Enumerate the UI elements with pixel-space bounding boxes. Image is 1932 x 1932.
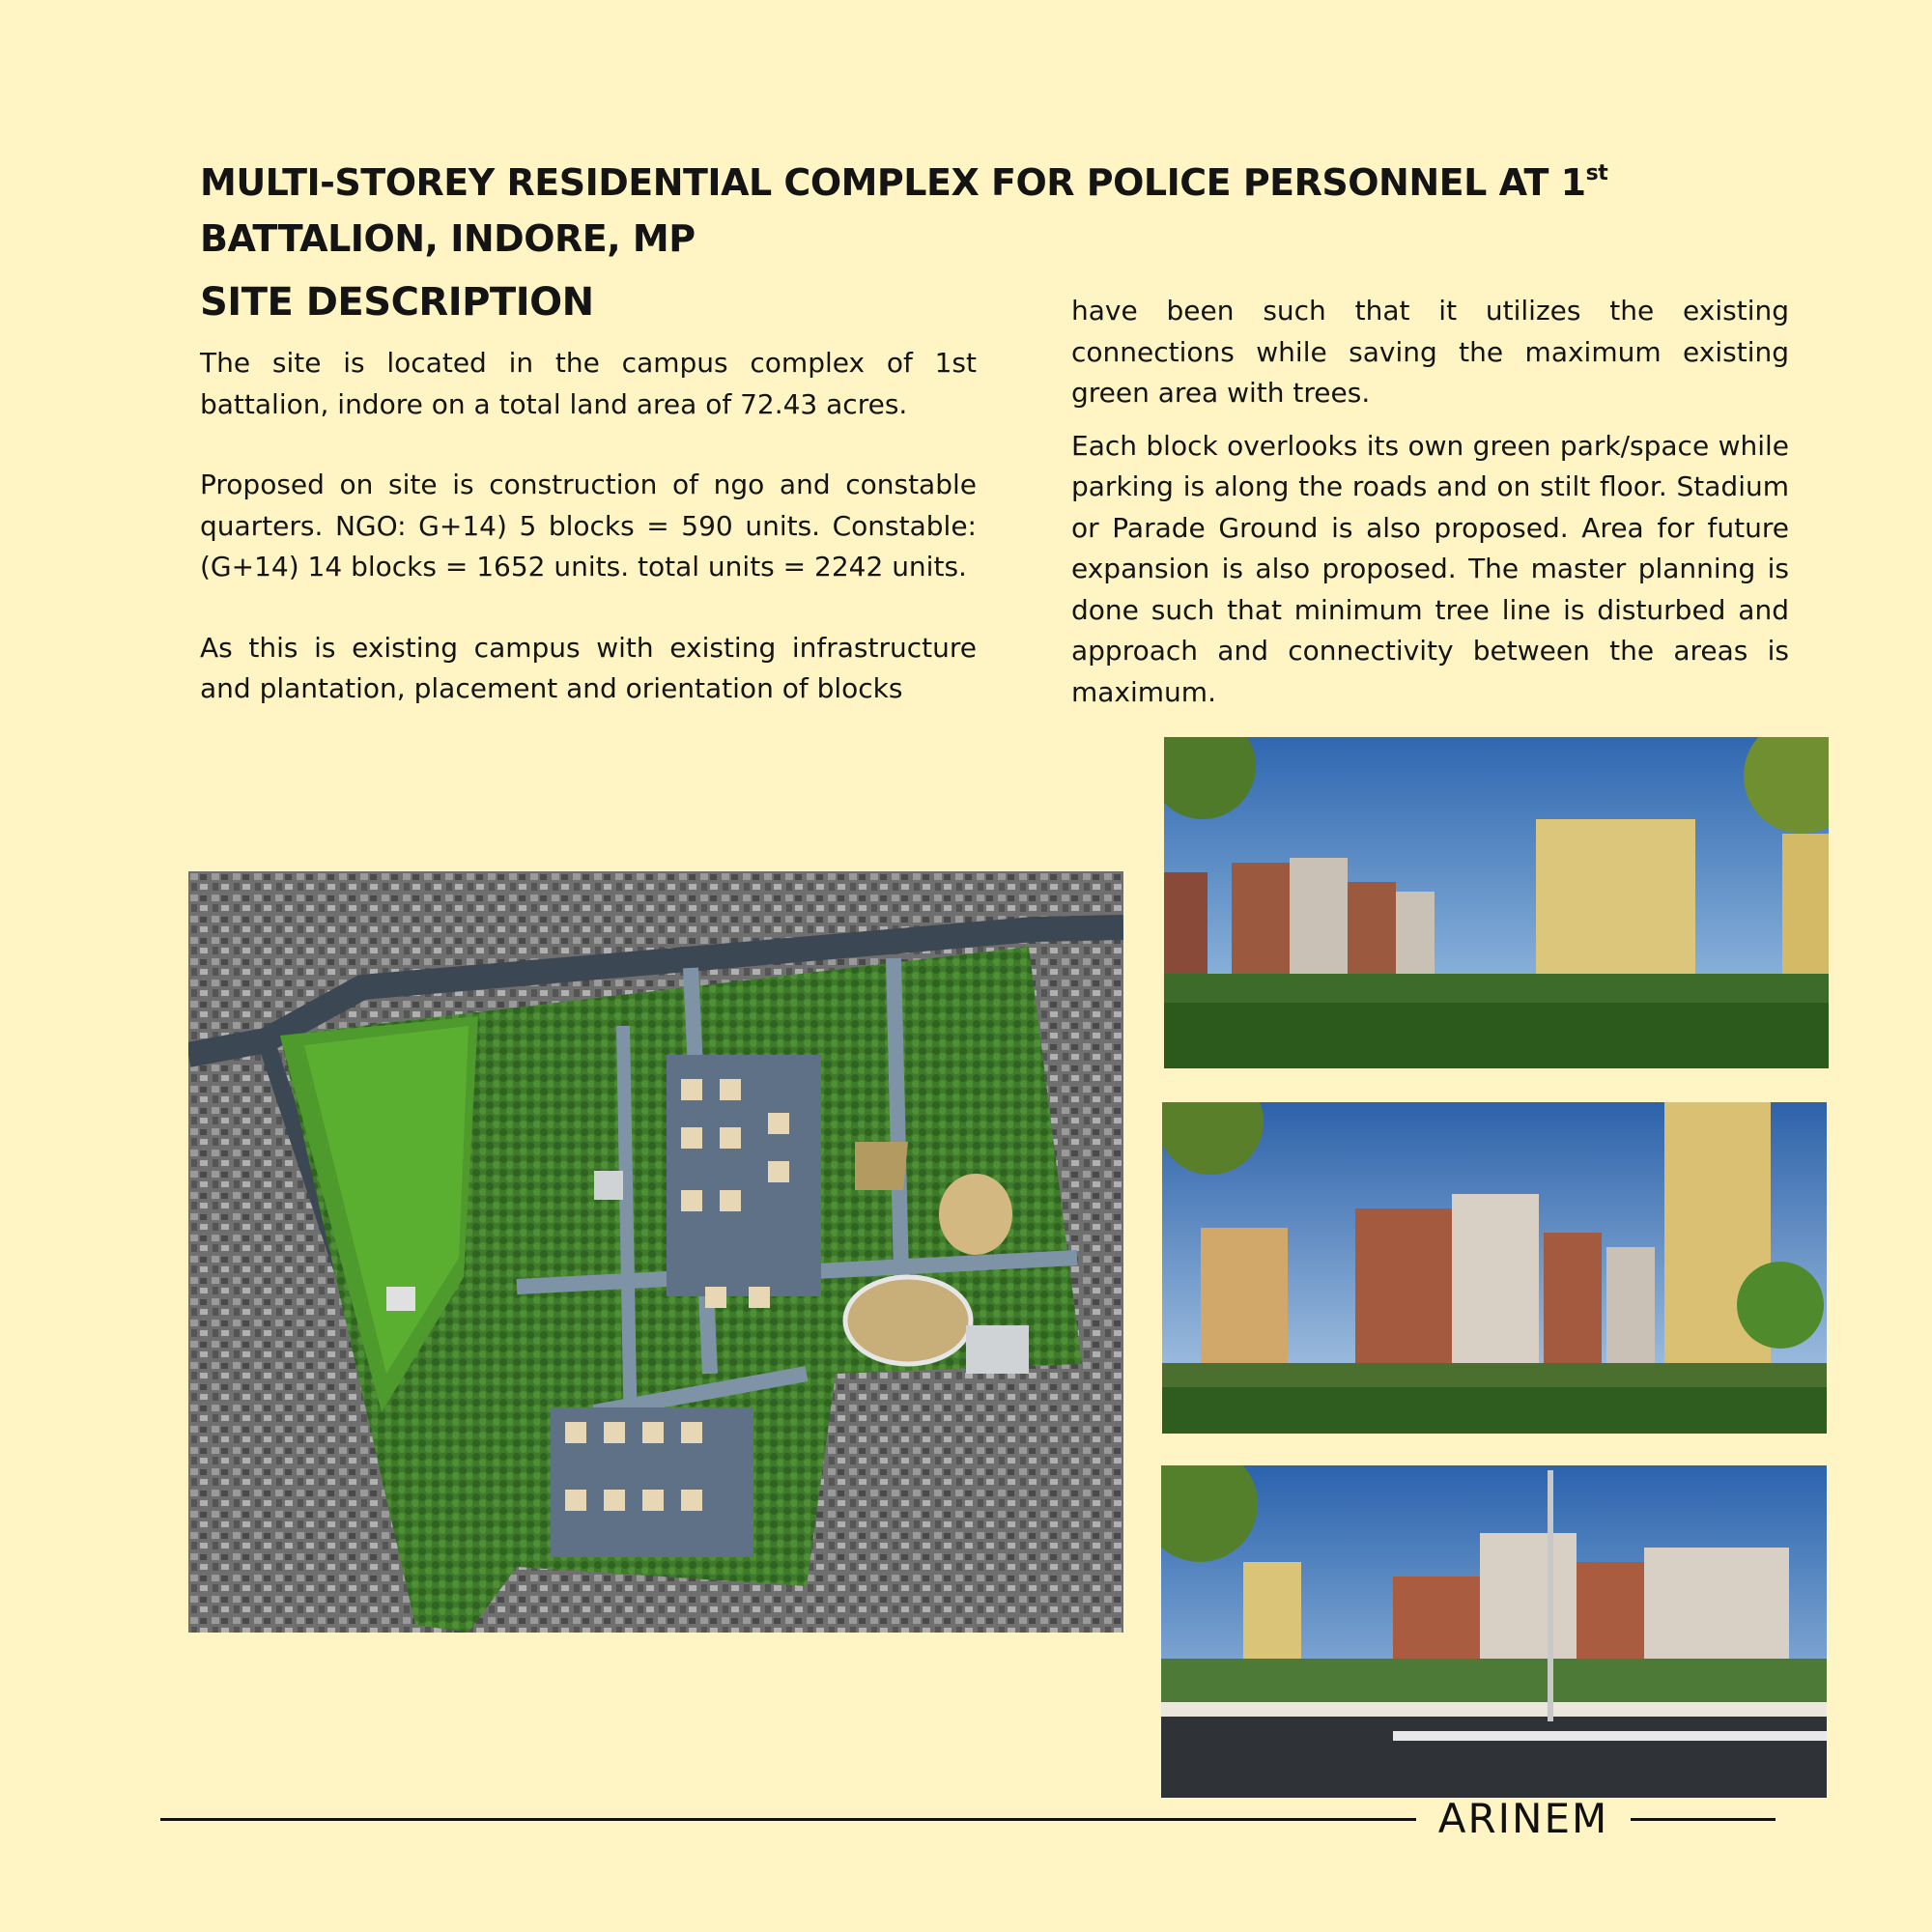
description-paragraph: Each block overlooks its own green park/space while parking is along the roads and on stilt floor. Stadium or Parade Ground is also proposed. Area for future expansion is also proposed. The master planning is done such that minimum tree line is disturbed and approach and connectivity between the areas is maximum. — [1071, 429, 1789, 708]
page-title — [200, 155, 1804, 267]
description-paragraph: Proposed on site is construction of ngo and constable quarters. NGO: G+14) 5 blocks = 590 units. Constable: (G+14) 14 blocks = 1652 units. total units = 2242 units. — [200, 469, 977, 582]
title-rest: BATTALION, INDORE, MP — [200, 217, 696, 260]
render-image-1 — [1164, 737, 1829, 1068]
description-left-column — [200, 343, 977, 750]
footer-rule-right — [1631, 1818, 1776, 1821]
render-image-2 — [1162, 1102, 1827, 1434]
description-paragraph: The site is located in the campus complex of 1st battalion, indore on a total land area of 72.43 acres. — [200, 347, 977, 420]
description-right-column — [1071, 291, 1789, 724]
brand-logo: ARINEM — [1437, 1795, 1609, 1842]
render-image-3 — [1161, 1465, 1827, 1798]
footer-rule-left — [160, 1818, 1416, 1821]
section-heading: SITE DESCRIPTION — [200, 280, 594, 325]
description-paragraph: As this is existing campus with existing infrastructure and plantation, placement and orientation of blocks — [200, 631, 977, 704]
title-main: MULTI-STOREY RESIDENTIAL COMPLEX FOR POLICE PERSONNEL AT 1 — [200, 161, 1586, 204]
title-superscript: st — [1585, 161, 1608, 185]
site-plan-image — [188, 871, 1123, 1633]
description-paragraph: have been such that it utilizes the existing connections while saving the maximum existing green area with trees. — [1071, 295, 1789, 409]
